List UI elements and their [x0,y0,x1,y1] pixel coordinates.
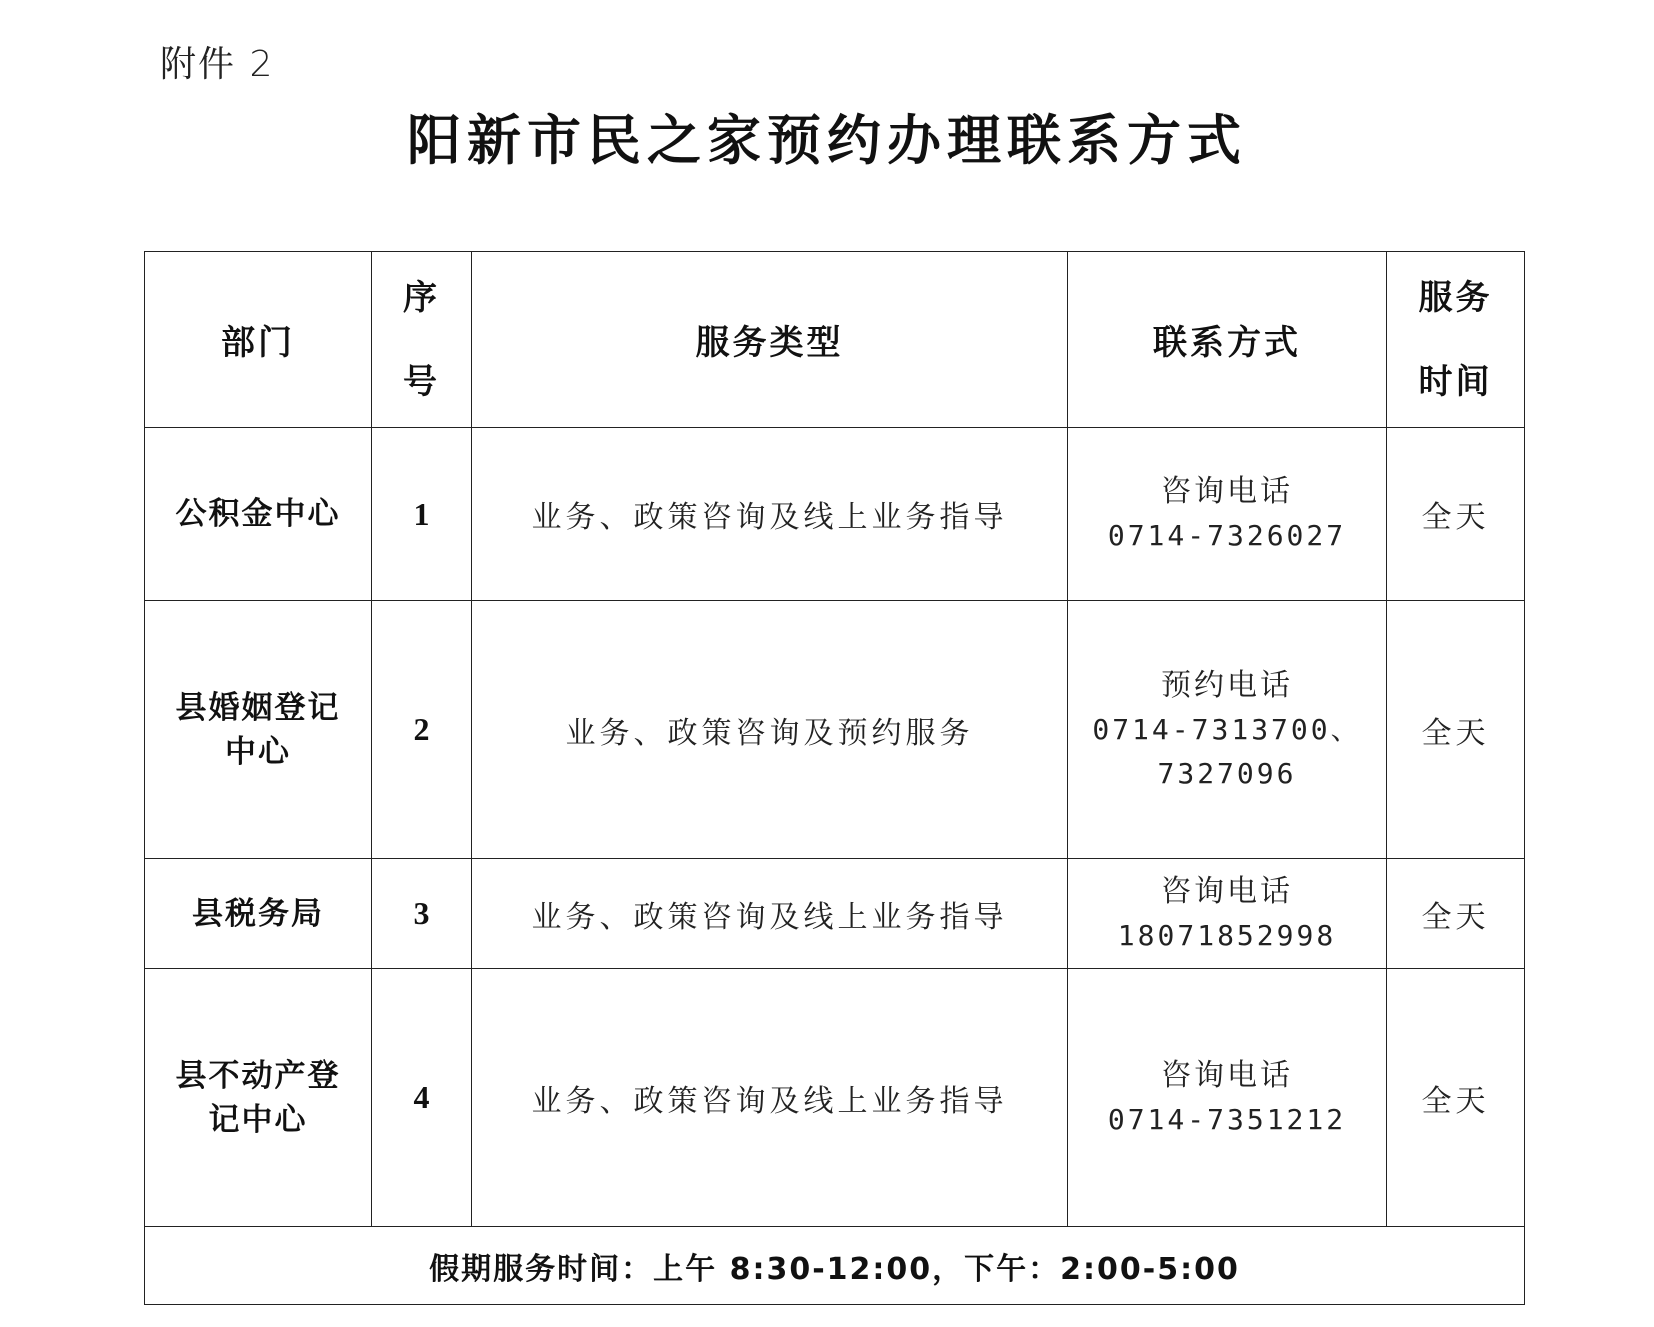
department-cell [145,601,372,859]
holiday-hours-note: 假期服务时间：上午 8:30-12:00，下午：2:00-5:00 [145,1227,1525,1305]
service-type-cell: 业务、政策咨询及线上业务指导 [472,969,1068,1227]
time-cell: 全天 [1387,859,1525,969]
contact-label: 咨询电话 [1161,474,1293,509]
table-row [145,601,1525,859]
contact-phone: 0714-7313700、 [1092,712,1362,746]
header-time [1387,252,1525,428]
number-cell: 4 [372,969,472,1227]
department-line1: 县婚姻登记 [175,689,341,726]
table-footer-row [145,1227,1525,1305]
department-line2: 记中心 [208,1101,308,1138]
table-header-row [145,252,1525,428]
number-cell: 3 [372,859,472,969]
table-row [145,428,1525,601]
contact-phone: 0714-7326027 [1107,519,1347,552]
header-number-line1: 序 [403,277,440,318]
department-cell [145,428,372,601]
time-cell: 全天 [1387,601,1525,859]
header-number-line2: 号 [403,361,440,402]
service-type-cell: 业务、政策咨询及线上业务指导 [472,428,1068,601]
contact-cell [1068,969,1387,1227]
header-time-line1: 服务 [1418,277,1493,318]
department-cell [145,859,372,969]
table-row [145,969,1525,1227]
department-line2: 中心 [225,733,291,770]
header-number [372,252,472,428]
contact-cell [1068,428,1387,601]
contact-label: 咨询电话 [1161,873,1293,909]
attachment-label: 附件 2 [160,44,275,85]
contact-label: 预约电话 [1161,667,1293,703]
department-line1: 县不动产登 [175,1057,341,1094]
contact-table [144,251,1525,1305]
contact-phone: 0714-7351212 [1107,1102,1347,1136]
header-time-line2: 时间 [1418,361,1493,402]
time-cell: 全天 [1387,428,1525,601]
contact-label: 咨询电话 [1161,1057,1293,1093]
number-cell: 2 [372,601,472,859]
department-cell [145,969,372,1227]
header-service-type: 服务类型 [472,252,1068,428]
header-contact: 联系方式 [1068,252,1387,428]
header-department: 部门 [145,252,372,428]
contact-phone: 18071852998 [1117,918,1337,952]
contact-cell [1068,601,1387,859]
page-title: 阳新市民之家预约办理联系方式 [407,108,1247,172]
time-cell: 全天 [1387,969,1525,1227]
service-type-cell: 业务、政策咨询及预约服务 [472,601,1068,859]
service-type-cell: 业务、政策咨询及线上业务指导 [472,859,1068,969]
department-line1: 公积金中心 [175,496,341,532]
department-line1: 县税务局 [192,895,324,932]
number-cell: 1 [372,428,472,601]
contact-cell [1068,859,1387,969]
contact-phone-secondary: 7327096 [1157,756,1297,790]
table-row [145,859,1525,969]
